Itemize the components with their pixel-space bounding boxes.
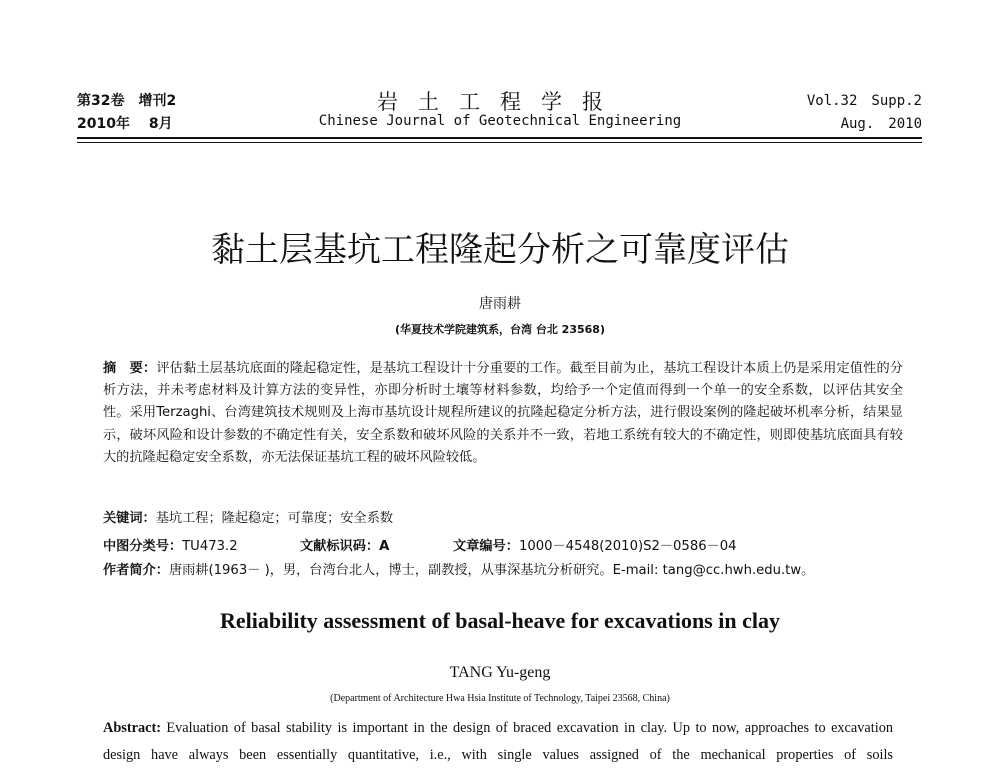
paper-title-en: Reliability assessment of basal-heave for excavations in clay xyxy=(220,608,780,633)
keywords-label: 关键词： xyxy=(103,511,156,526)
clc-label: 中图分类号： xyxy=(103,539,183,554)
abstract-cn-text: 评估黏土层基坑底面的隆起稳定性，是基坑工程设计十分重要的工作。截至目前为止，基坑工程设计本质上仍是采用定值性的分析方法，并未考虑材料及计算方法的变异性，亦即分析时土壤等材料参数，均给予一个定值而得到一个单一的安全系数，以评估其安全性。采用Terzaghi、台湾建筑技术规则及上海市基坑设计规程所建议的抗隆起稳定分析方法，进行假设案例的隆起破坏机率分析，结果显示，破坏风险和设计参数的不确定性有关，安全系数和破坏风险的关系并不一致，若地工系统有较大的不确定性，则即使基坑底面具有较大的抗隆起稳定安全系数，亦无法保证基坑工程的破坏风险较低。 xyxy=(103,361,903,465)
abstract-cn xyxy=(103,358,903,469)
clc-value: TU473.2 xyxy=(182,539,238,554)
doc-value: A xyxy=(379,539,390,554)
clc-number xyxy=(103,535,238,554)
journal-title-cn: 岩土工程学报 xyxy=(377,90,623,114)
abstract-en-label: Abstract: xyxy=(103,720,161,736)
volume-issue-cn: 第32卷 增刊2 xyxy=(77,93,177,109)
document-code xyxy=(300,535,389,554)
author-bio xyxy=(103,559,814,578)
author-bio-text: 唐雨耕(1963－ )，男，台湾台北人，博士，副教授，从事深基坑分析研究。E-mail: tang@cc.hwh.edu.tw。 xyxy=(168,563,815,578)
affiliation-en: (Department of Architecture Hwa Hsia Institute of Technology, Taipei 23568, China) xyxy=(330,693,670,704)
date-en: Aug. 2010 xyxy=(840,116,922,132)
article-value: 1000－4548(2010)S2－0586－04 xyxy=(518,539,737,554)
header-rule-thin xyxy=(77,142,922,143)
author-en: TANG Yu-geng xyxy=(449,664,551,681)
abstract-cn-label: 摘 要： xyxy=(103,361,157,376)
abstract-en xyxy=(103,715,893,769)
abstract-en-text: Evaluation of basal stability is important in the design of braced excavation in clay. Up to now, approaches to excavation design have always been essentially quantitative, i.e., with single values assigned of the mechanical properties of soils xyxy=(103,720,893,763)
volume-issue-en: Vol.32 Supp.2 xyxy=(806,93,922,109)
keywords-text: 基坑工程；隆起稳定；可靠度；安全系数 xyxy=(155,511,394,526)
keywords-cn xyxy=(103,507,393,526)
header-rule-thick xyxy=(77,137,922,139)
paper-title-cn: 黏土层基坑工程隆起分析之可靠度评估 xyxy=(211,230,789,270)
article-number xyxy=(453,535,737,554)
doc-label: 文献标识码： xyxy=(300,539,380,554)
author-cn: 唐雨耕 xyxy=(479,296,521,312)
author-bio-label: 作者简介： xyxy=(103,563,169,578)
date-cn: 2010年 8月 xyxy=(77,116,173,132)
affiliation-cn: (华夏技术学院建筑系，台湾 台北 23568) xyxy=(395,323,605,336)
article-label: 文章编号： xyxy=(453,539,519,554)
journal-title-en: Chinese Journal of Geotechnical Engineering xyxy=(318,113,682,129)
